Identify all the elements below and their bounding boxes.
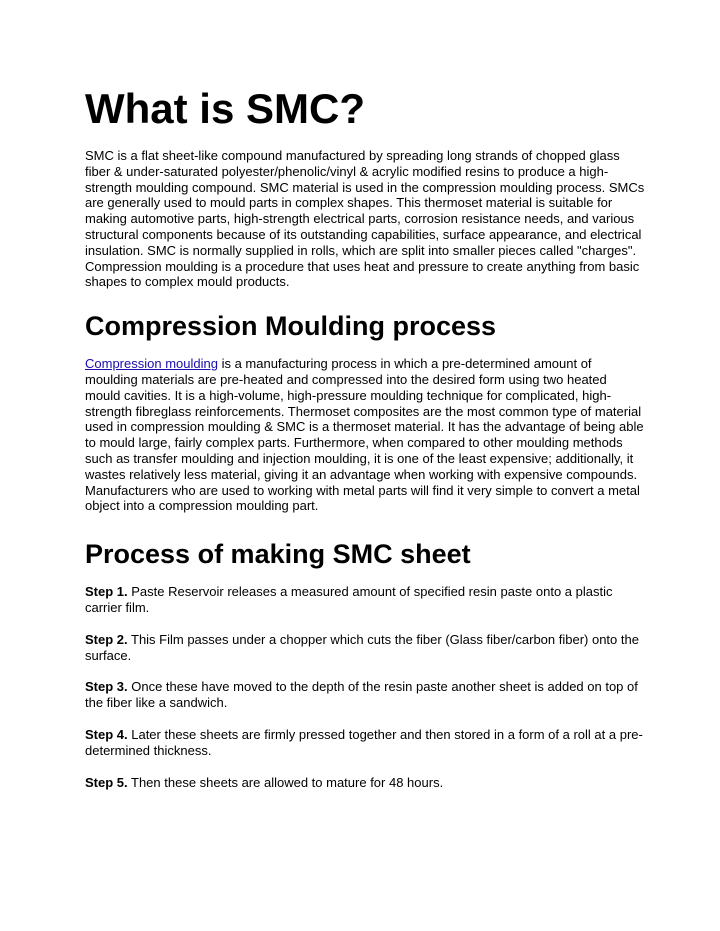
intro-paragraph: SMC is a flat sheet-like compound manufactured by spreading long strands of chopped glass fiber & under-saturated polyester/phenolic/vinyl & acrylic modified resins to produce a high-strength moulding compound. SMC material is used in the compression moulding process. SMCs are generally used to mould parts in complex shapes. This thermoset material is suitable for making automotive parts, high-strength electrical parts, corrosion resistance needs, and various structural components because of its outstanding capabilities, surface appearance, and electrical insulation. SMC is normally supplied in rolls, which are split into smaller pieces called "charges". Compression moulding is a procedure that uses heat and pressure to create anything from basic shapes to complex mould products. bbox=[85, 148, 645, 290]
step-5 bbox=[85, 775, 645, 791]
step-1 bbox=[85, 584, 645, 616]
step-3 bbox=[85, 679, 645, 711]
section-heading-process: Process of making SMC sheet bbox=[85, 539, 471, 570]
step-label: Step 1. bbox=[85, 584, 128, 600]
compression-moulding-link[interactable]: Compression moulding bbox=[85, 356, 218, 372]
step-2 bbox=[85, 632, 645, 664]
page-title: What is SMC? bbox=[85, 85, 365, 132]
step-label: Step 3. bbox=[85, 679, 128, 695]
document-page bbox=[85, 84, 645, 806]
step-text: This Film passes under a chopper which cuts the fiber (Glass fiber/carbon fiber) onto the surface. bbox=[85, 631, 639, 663]
step-label: Step 4. bbox=[85, 726, 128, 742]
step-text: Once these have moved to the depth of the resin paste another sheet is added on top of the fiber like a sandwich. bbox=[85, 679, 638, 711]
step-text: Then these sheets are allowed to mature for 48 hours. bbox=[127, 774, 444, 790]
section-heading-compression: Compression Moulding process bbox=[85, 311, 497, 342]
compression-body-text: is a manufacturing process in which a pre-determined amount of moulding materials are pre-heated and compressed into the desired form using two heated mould cavities. It is a high-volume, high-pressure moulding technique for complicated, high-strength fibreglass reinforcements. Thermoset composites are the most common type of material used in compression moulding & SMC is a thermoset material. It has the advantage of being able to mould large, fairly complex parts. Furthermore, when compared to other moulding methods such as transfer moulding and injection moulding, it is one of the least expensive; additionally, it wastes relatively less material, giving it an advantage when working with expensive compounds. Manufacturers who are used to working with metal parts will find it very simple to convert a metal object into a compression moulding part. bbox=[85, 356, 644, 514]
step-text: Later these sheets are firmly pressed together and then stored in a form of a roll at a pre-determined thickness. bbox=[85, 726, 643, 758]
step-label: Step 2. bbox=[85, 631, 128, 647]
step-text: Paste Reservoir releases a measured amount of specified resin paste onto a plastic carrier film. bbox=[85, 584, 613, 615]
step-4 bbox=[85, 727, 645, 759]
compression-paragraph bbox=[85, 356, 645, 514]
step-label: Step 5. bbox=[85, 774, 128, 790]
